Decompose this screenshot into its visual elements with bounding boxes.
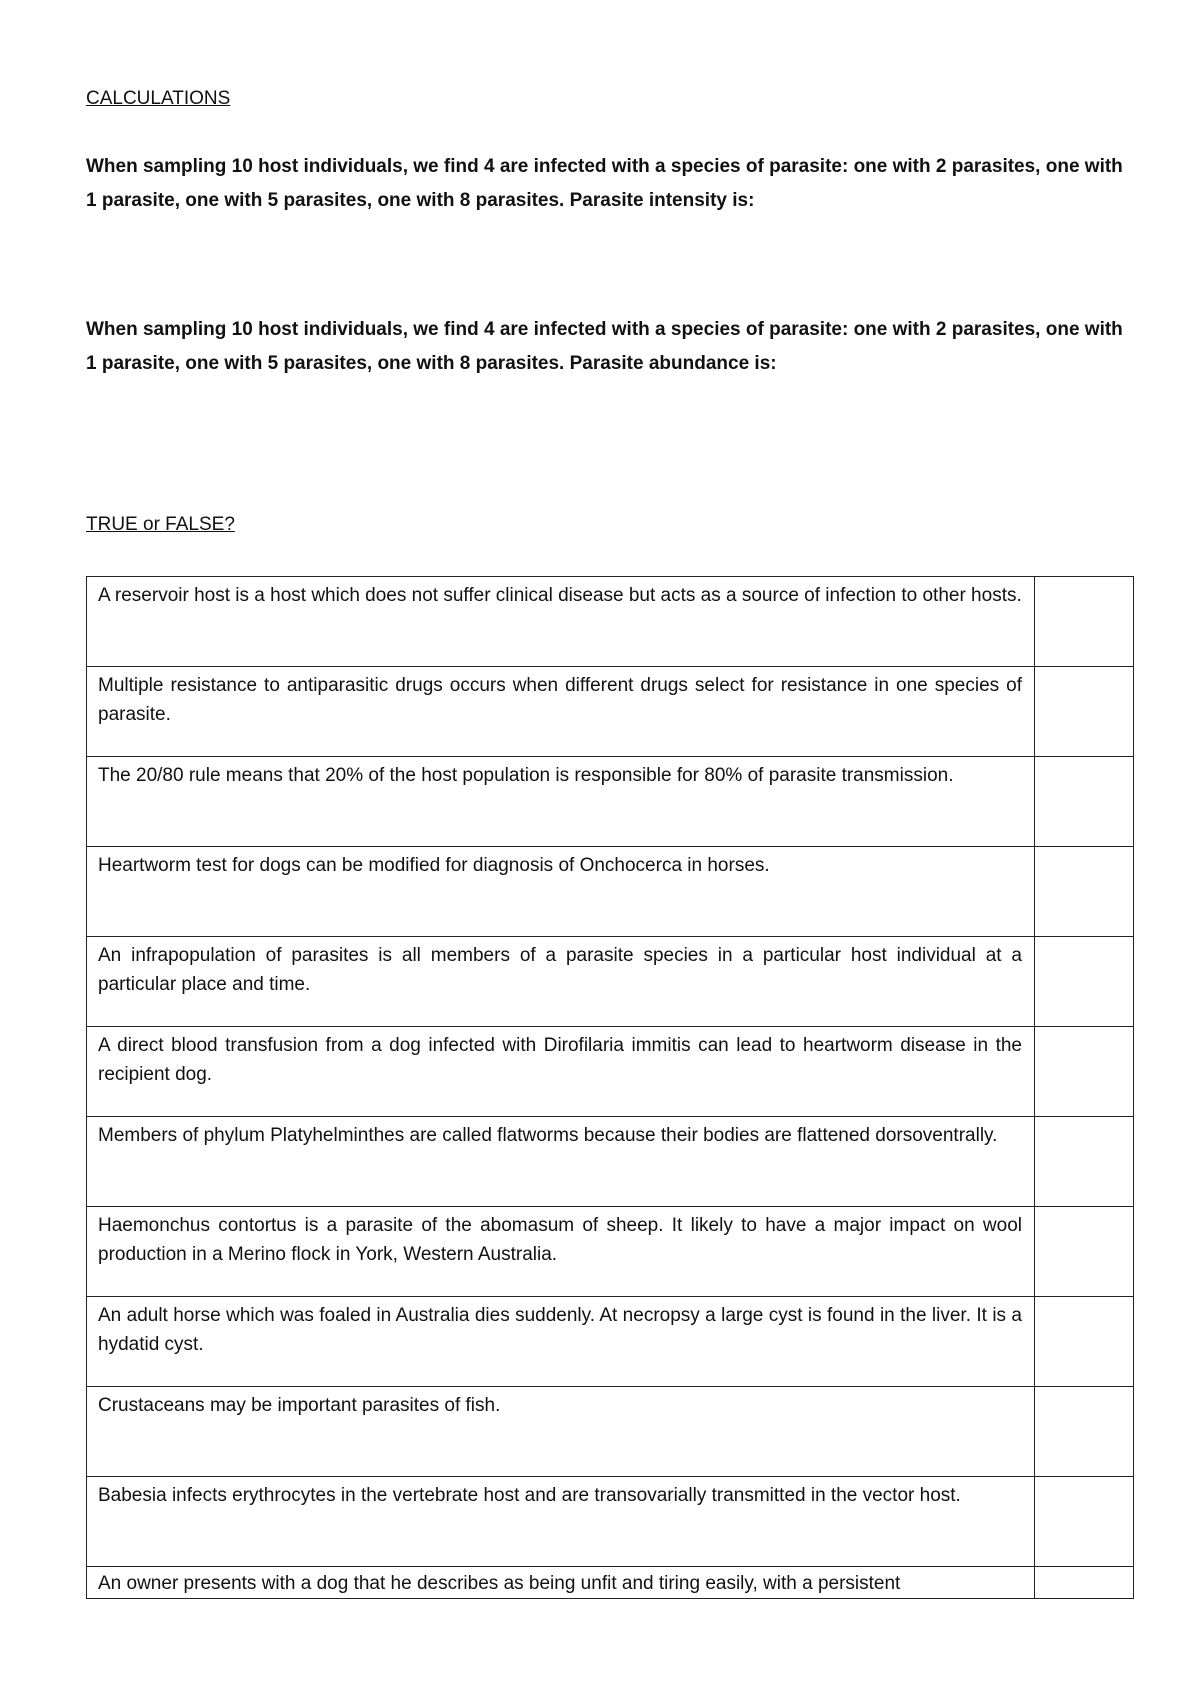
table-row bbox=[87, 1387, 1134, 1477]
statement-cell: Babesia infects erythrocytes in the vertebrate host and are transovarially transmitted in the vector host. bbox=[87, 1477, 1035, 1567]
statement-cell: A direct blood transfusion from a dog infected with Dirofilaria immitis can lead to heartworm disease in the recipient dog. bbox=[87, 1027, 1035, 1117]
answer-cell bbox=[1035, 847, 1134, 937]
statement-cell: A reservoir host is a host which does not suffer clinical disease but acts as a source of infection to other hosts. bbox=[87, 577, 1035, 667]
answer-cell bbox=[1035, 1117, 1134, 1207]
answer-cell bbox=[1035, 937, 1134, 1027]
table-row bbox=[87, 847, 1134, 937]
table-row bbox=[87, 1207, 1134, 1297]
statement-cell: An adult horse which was foaled in Australia dies suddenly. At necropsy a large cyst is found in the liver. It is a hydatid cyst. bbox=[87, 1297, 1035, 1387]
intensity-question: When sampling 10 host individuals, we find 4 are infected with a species of parasite: one with 2 parasites, one with 1 parasite, one with 5 parasites, one with 8 parasites. Parasite intensity is: bbox=[86, 156, 1123, 211]
statement-cell: The 20/80 rule means that 20% of the host population is responsible for 80% of parasite transmission. bbox=[87, 757, 1035, 847]
abundance-question: When sampling 10 host individuals, we find 4 are infected with a species of parasite: one with 2 parasites, one with 1 parasite, one with 5 parasites, one with 8 parasites. Parasite abundance is: bbox=[86, 319, 1123, 374]
calculations-heading: CALCULATIONS bbox=[86, 88, 231, 109]
table-row bbox=[87, 1297, 1134, 1387]
answer-cell bbox=[1035, 1477, 1134, 1567]
answer-cell bbox=[1035, 1207, 1134, 1297]
table-row bbox=[87, 757, 1134, 847]
table-row bbox=[87, 1477, 1134, 1567]
true-false-heading: TRUE or FALSE? bbox=[86, 514, 235, 535]
table-row bbox=[87, 937, 1134, 1027]
statement-cell: Crustaceans may be important parasites of fish. bbox=[87, 1387, 1035, 1477]
statement-cell: An infrapopulation of parasites is all members of a parasite species in a particular host individual at a particular place and time. bbox=[87, 937, 1035, 1027]
statement-cell: Members of phylum Platyhelminthes are called flatworms because their bodies are flattened dorsoventrally. bbox=[87, 1117, 1035, 1207]
statement-cell: Haemonchus contortus is a parasite of the abomasum of sheep. It likely to have a major impact on wool production in a Merino flock in York, Western Australia. bbox=[87, 1207, 1035, 1297]
answer-cell bbox=[1035, 1297, 1134, 1387]
answer-cell bbox=[1035, 1387, 1134, 1477]
table-row bbox=[87, 1027, 1134, 1117]
table-row bbox=[87, 577, 1134, 667]
answer-cell bbox=[1035, 757, 1134, 847]
table-row bbox=[87, 1567, 1134, 1599]
statement-cell: Multiple resistance to antiparasitic drugs occurs when different drugs select for resistance in one species of parasite. bbox=[87, 667, 1035, 757]
true-false-table bbox=[86, 576, 1134, 1599]
answer-cell bbox=[1035, 577, 1134, 667]
answer-cell bbox=[1035, 667, 1134, 757]
answer-cell bbox=[1035, 1027, 1134, 1117]
statement-cell: Heartworm test for dogs can be modified for diagnosis of Onchocerca in horses. bbox=[87, 847, 1035, 937]
table-row bbox=[87, 667, 1134, 757]
answer-cell bbox=[1035, 1567, 1134, 1599]
table-row bbox=[87, 1117, 1134, 1207]
statement-cell: An owner presents with a dog that he describes as being unfit and tiring easily, with a persistent bbox=[87, 1567, 1035, 1599]
